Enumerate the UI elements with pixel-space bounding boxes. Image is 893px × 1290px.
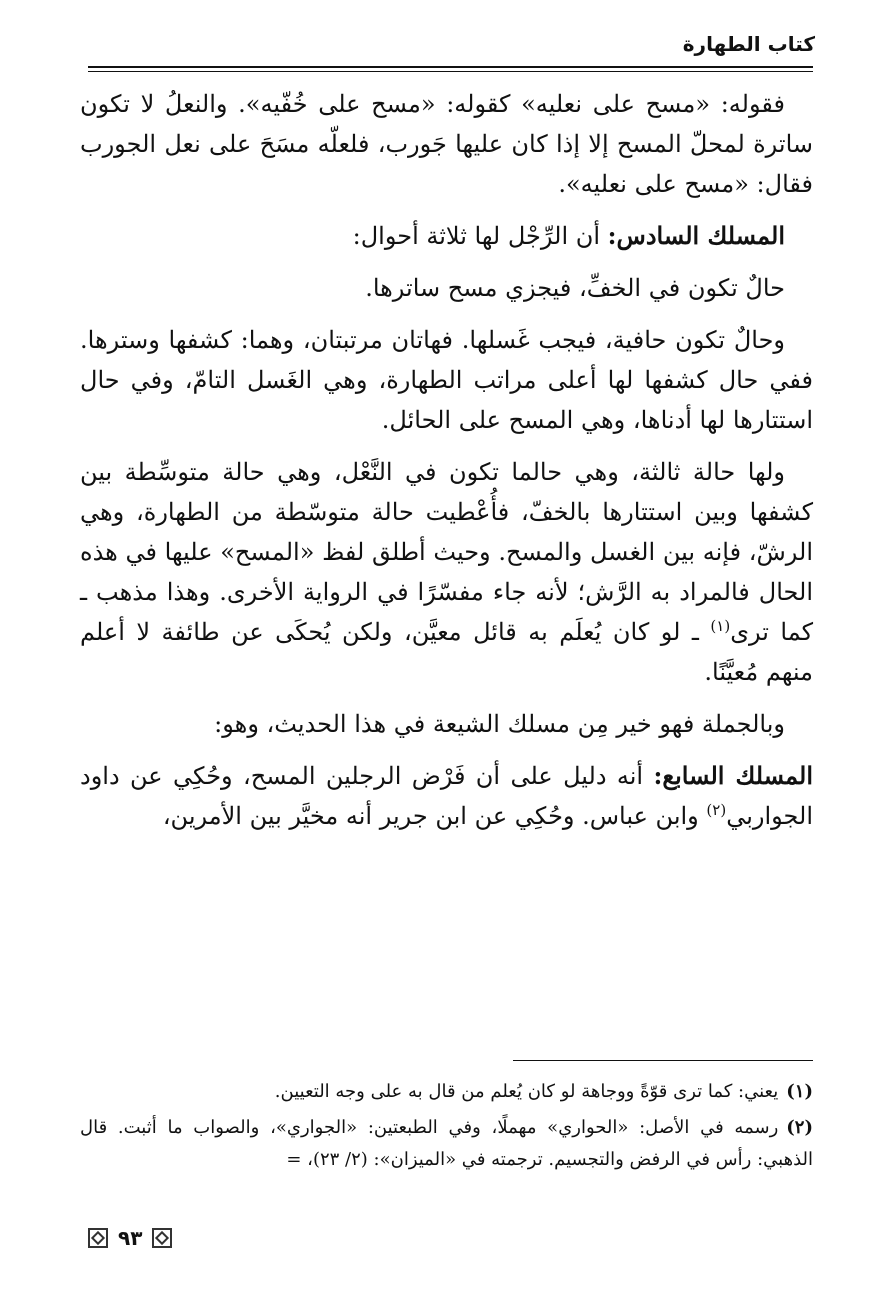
- page-folio: [88, 1226, 172, 1250]
- paragraph-text: أن الرِّجْل لها ثلاثة أحوال:: [352, 222, 608, 250]
- paragraph: وبالجملة فهو خير مِن مسلك الشيعة في هذا الحديث، وهو:: [214, 710, 785, 738]
- ornament-icon: [88, 1228, 108, 1248]
- ornament-icon: [152, 1228, 172, 1248]
- paragraph-text: وابن عباس. وحُكِي عن ابن جرير أنه مخيَّر بين الأمرين،: [162, 802, 699, 830]
- footnote: [80, 1112, 813, 1176]
- footnote-number: (٢): [786, 1117, 813, 1138]
- paragraph: [80, 756, 813, 836]
- paragraph: [80, 452, 813, 692]
- footnotes: [80, 1076, 813, 1180]
- section-lead: المسلك السابع:: [653, 761, 813, 790]
- paragraph: وحالٌ تكون حافية، فيجب غَسلها. فهاتان مرتبتان، وهما: كشفها وسترها. ففي حال كشفها لها أعلى مراتب الطهارة، وهي الغَسل التامّ، وفي حال استتارها لها أدناها، وهي المسح على الحائل.: [80, 326, 814, 434]
- paragraph: فقوله: «مسح على نعليه» كقوله: «مسح على خُفّيه». والنعلُ لا تكون ساترة لمحلّ المسح إلا إذا كان عليها جَورب، فلعلّه مسَحَ على نعل الجورب فقال: «مسح على نعليه».: [80, 90, 813, 198]
- section-lead: المسلك السادس:: [607, 221, 785, 250]
- paragraph-text: ـ لو كان يُعلَم به قائل معيَّن، ولكن يُحكَى عن طائفة لا أعلم منهم مُعيَّنًا.: [80, 618, 813, 686]
- footnote-text: رسمه في الأصل: «الحواري» مهملًا، وفي الطبعتين: «الجواري»، والصواب ما أثبت. قال الذهبي: رأس في الرفض والتجسيم. ترجمته في «الميزان»: (٢/ ٢٣)، =: [80, 1117, 813, 1170]
- footnote-separator: [513, 1060, 813, 1061]
- page-number: ٩٣: [118, 1226, 143, 1250]
- footnote-number: (١): [786, 1081, 813, 1102]
- footnote-text: يعني: كما ترى قوّةً ووجاهة لو كان يُعلم من قال به على وجه التعيين.: [274, 1081, 779, 1102]
- footnote-mark[interactable]: (٢): [706, 801, 727, 819]
- footnote: [80, 1076, 813, 1108]
- main-text: [80, 84, 813, 848]
- paragraph-text: أنه دليل على أن فَرْض الرجلين المسح، وحُكِي عن داود الجواربي: [80, 762, 813, 830]
- paragraph-text: ولها حالة ثالثة، وهي حالما تكون في النَّعْل، وهي حالة متوسِّطة بين كشفها وبين استتارها بالخفّ، فأُعْطيت حالة متوسّطة من الطهارة، وهي الرشّ، فإنه بين الغسل والمسح. وحيث أطلق لفظ «المسح» عليها في هذه الحال فالمراد به الرَّش؛ لأنه جاء مفسّرًا في الرواية الأخرى. وهذا مذهب ـ كما ترى: [80, 458, 813, 646]
- paragraph: [80, 216, 813, 256]
- paragraph: حالٌ تكون في الخفِّ، فيجزي مسح ساترها.: [365, 274, 785, 302]
- running-header: كتاب الطهارة: [682, 32, 815, 56]
- footnote-mark[interactable]: (١): [710, 617, 731, 635]
- header-rule-thin: [88, 71, 813, 72]
- header-rule-thick: [88, 66, 813, 68]
